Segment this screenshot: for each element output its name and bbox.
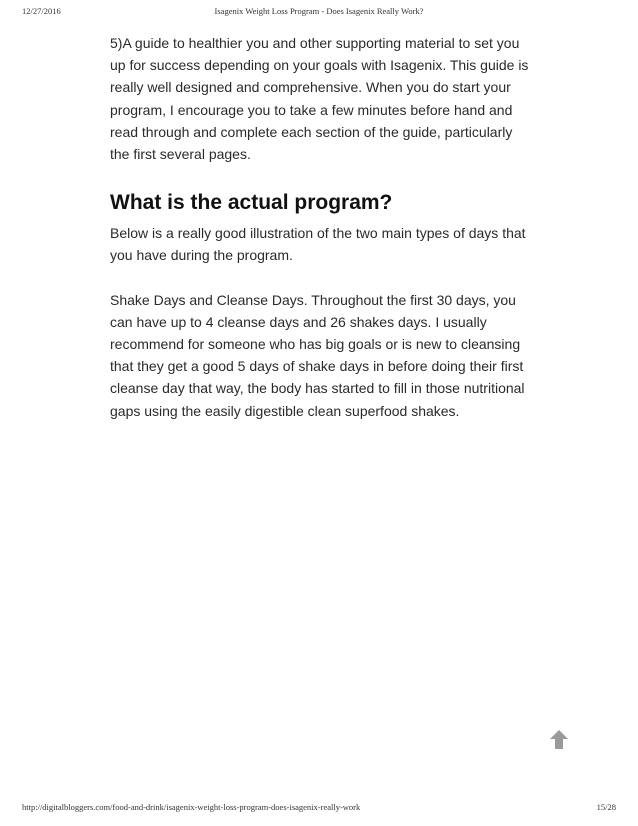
print-date: 12/27/2016 xyxy=(22,6,61,16)
print-page-title: Isagenix Weight Loss Program - Does Isagenix Really Work? xyxy=(214,6,424,16)
article-paragraph: 5)A guide to healthier you and other supporting material to set you up for success depending on your goals with Isagenix. This guide is really well designed and comprehensive. When you do start your program, I encourage you to take a few minutes before hand and read through and complete each section of the guide, particularly the first several pages. xyxy=(110,35,529,163)
article-body xyxy=(110,32,535,422)
article-paragraph: Below is a really good illustration of the two main types of days that you have during the program. xyxy=(110,225,526,264)
print-footer xyxy=(0,802,638,816)
page-number: 15/28 xyxy=(596,802,616,812)
arrow-up-icon xyxy=(548,729,570,751)
print-url: http://digitalbloggers.com/food-and-drink/isagenix-weight-loss-program-does-isagenix-really-work xyxy=(22,802,361,812)
article-paragraph: Shake Days and Cleanse Days. Throughout the first 30 days, you can have up to 4 cleanse days and 26 shakes days. I usually recommend for someone who has big goals or is new to cleansing that they get a good 5 days of shake days in before doing their first cleanse day that way, the body has started to fill in those nutritional gaps using the easily digestible clean superfood shakes. xyxy=(110,291,525,419)
print-header xyxy=(0,6,638,20)
scroll-to-top-button[interactable] xyxy=(548,729,570,751)
section-heading: What is the actual program? xyxy=(110,191,393,215)
